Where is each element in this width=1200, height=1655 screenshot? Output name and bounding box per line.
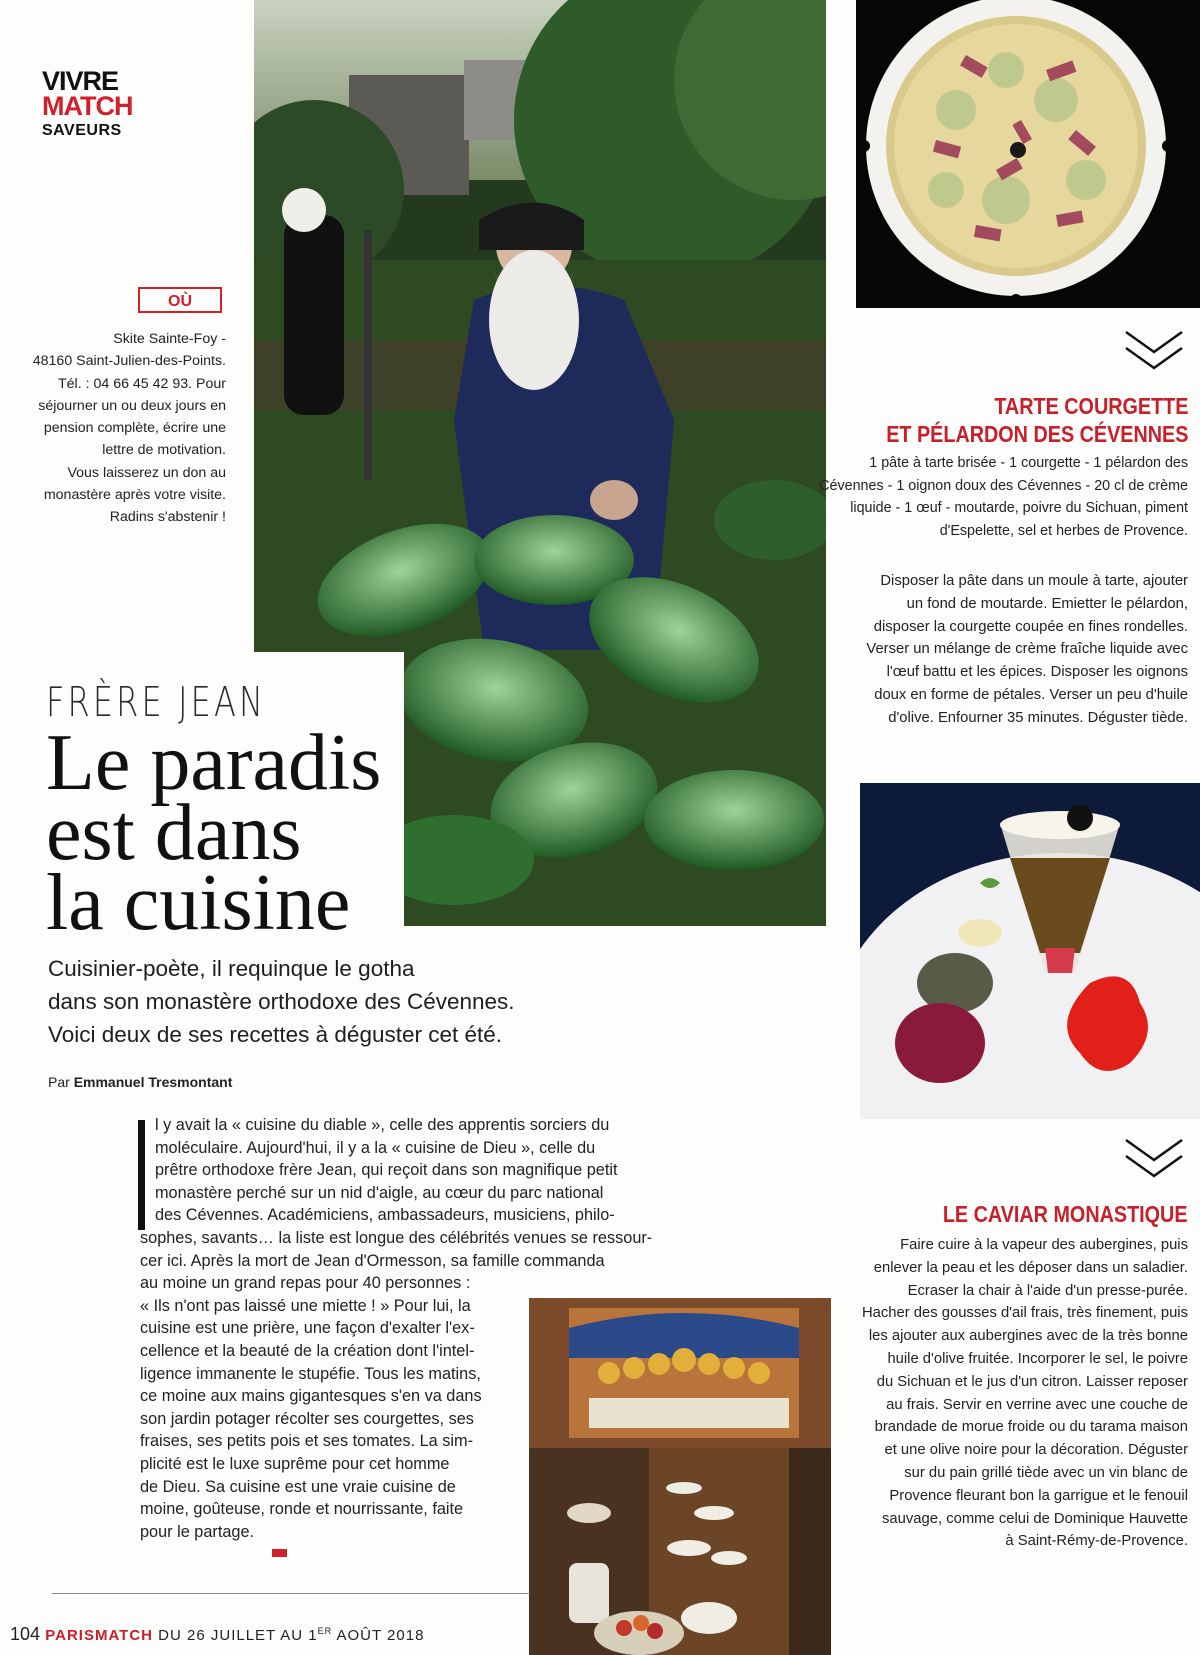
body-line: son jardin potager récolter ses courgettes, ses [140, 1410, 474, 1428]
step-line: un fond de moutarde. Emietter le pélardon, [906, 595, 1188, 612]
step-line: l'œuf battu et les épices. Disposer les oignons [886, 664, 1188, 681]
body-line: de Dieu. Sa cuisine est une vraie cuisine de [140, 1478, 456, 1496]
body-line: l y avait la « cuisine du diable », celle des apprentis sorciers du [155, 1116, 610, 1134]
recipe1-title-line: ET PÉLARDON DES CÉVENNES [885, 421, 1188, 447]
byline [48, 1074, 232, 1090]
body-line: au moine un grand repas pour 40 personnes : [140, 1274, 471, 1292]
step-line: au frais. Servir en verrine avec une couche de [886, 1396, 1188, 1413]
address-line: séjourner un ou deux jours en [38, 397, 226, 414]
body-line: moine, goûteuse, ronde et nourrissante, faite [140, 1500, 464, 1518]
where-address [6, 328, 226, 529]
body-line: plicité est le luxe suprême pour cet homme [140, 1455, 450, 1473]
step-line: les ajouter aux aubergines avec de la très bonne [868, 1328, 1188, 1345]
subtitle-line: Cuisinier-poète, il requinque le gotha [48, 956, 415, 981]
address-line: pension complète, écrire une [43, 420, 226, 437]
body-line: des Cévennes. Académiciens, ambassadeurs, musiciens, philo- [155, 1206, 615, 1224]
step-line: sauvage, comme celui de Dominique Hauvette [882, 1510, 1188, 1527]
address-line: lettre de motivation. [102, 442, 226, 459]
rubric-saveurs: SAVEURS [42, 122, 122, 139]
double-chevron-down-icon [1124, 1136, 1184, 1182]
magazine-brand: PARISMATCH [45, 1627, 153, 1644]
step-line: disposer la courgette coupée en fines rondelles. [873, 618, 1188, 635]
recipe2-title: LE CAVIAR MONASTIQUE [943, 1201, 1188, 1227]
recipe1-ingredients [819, 452, 1188, 542]
rubric-vivre: VIVRE [42, 66, 119, 96]
photo-refectory-table [529, 1298, 831, 1655]
step-line: du Sichuan et le jus d'un citron. Laisser reposer [876, 1373, 1188, 1390]
body-line: monastère perché sur un nid d'aigle, au cœur du parc national [155, 1184, 604, 1202]
body-line: fraises, ses petits pois et ses tomates. La sim- [140, 1432, 473, 1450]
subtitle-line: Voici deux de ses recettes à déguster cet été. [48, 1022, 503, 1047]
body-line: ce moine aux mains gigantesques s'en va dans [140, 1387, 482, 1405]
subtitle-line: dans son monastère orthodoxe des Cévennes. [48, 989, 515, 1014]
body-line: « Ils n'ont pas laissé une miette ! » Pour lui, la [140, 1297, 471, 1315]
body-line: pour le partage. [140, 1523, 255, 1541]
step-line: huile d'olive fruitée. Incorporer le sel, le poivre [887, 1350, 1188, 1367]
body-line: cer ici. Après la mort de Jean d'Ormesson, sa famille commanda [140, 1252, 605, 1270]
ingredient-line: 1 pâte à tarte brisée - 1 courgette - 1 pélardon des [869, 455, 1188, 471]
step-line: et une olive noire pour la décoration. Déguster [884, 1442, 1188, 1459]
footer-rule [52, 1593, 530, 1594]
end-mark-icon [272, 1549, 287, 1557]
photo-tarte-courgette [856, 0, 1200, 308]
address-line: monastère après votre visite. [43, 487, 226, 504]
address-line: Tél. : 04 66 45 42 93. Pour [58, 375, 226, 392]
headline-line: la cuisine [46, 859, 351, 947]
step-line: Provence fleurant bon la garrigue et le fenouil [889, 1487, 1188, 1504]
body-line: ligence immanente le stupéfie. Tous les matins, [140, 1365, 481, 1383]
step-line: enlever la peau et les déposer dans un saladier. [873, 1259, 1188, 1276]
double-chevron-down-icon [1124, 328, 1184, 374]
recipe1-title [886, 392, 1188, 448]
step-line: doux en forme de pétales. Verser un peu d'huile [874, 686, 1188, 703]
ingredient-line: liquide - 1 œuf - moutarde, poivre du Sichuan, piment [850, 500, 1188, 516]
issue-date-sup: ER [317, 1626, 333, 1636]
step-line: d'olive. Enfourner 35 minutes. Déguster tiède. [888, 709, 1188, 726]
body-line: sophes, savants… la liste est longue des célébrités venues se ressour- [140, 1229, 653, 1247]
article-subtitle [48, 952, 515, 1051]
step-line: Verser un mélange de crème fraîche liquide avec [866, 641, 1188, 658]
headline-line: Le paradis [46, 719, 382, 807]
headline-line: est dans [46, 789, 302, 877]
recipe2-steps [862, 1234, 1188, 1553]
step-line: Faire cuire à la vapeur des aubergines, puis [900, 1237, 1188, 1253]
article-kicker: FRÈRE JEAN [46, 678, 267, 726]
step-line: Hacher des gousses d'ail frais, très finement, puis [861, 1305, 1188, 1322]
step-line: sur du pain grillé tiède avec un vin blanc de [904, 1464, 1188, 1481]
address-line: Skite Sainte-Foy - [113, 331, 226, 347]
step-line: brandade de morue froide ou du tarama maison [874, 1419, 1188, 1436]
section-rubric [42, 68, 132, 139]
byline-author: Emmanuel Tresmontant [73, 1074, 233, 1090]
step-line: à Saint-Rémy-de-Provence. [1005, 1533, 1188, 1550]
issue-date-prefix: DU 26 JUILLET AU 1 [158, 1627, 318, 1644]
drop-cap [138, 1120, 145, 1230]
body-line: cellence et la beauté de la création dont l'intel- [140, 1342, 475, 1360]
recipe1-steps [866, 570, 1188, 730]
page-number: 104 [10, 1624, 41, 1644]
body-line: cuisine est une prière, une façon d'exalter l'ex- [140, 1319, 475, 1337]
body-line: moléculaire. Aujourd'hui, il y a la « cuisine de Dieu », celle du [155, 1139, 596, 1157]
photo-caviar-monastique [860, 783, 1200, 1119]
where-label: OÙ [138, 287, 222, 313]
address-line: 48160 Saint-Julien-des-Points. [32, 353, 226, 370]
address-line: Vous laisserez un don au [67, 464, 226, 481]
step-line: Disposer la pâte dans un moule à tarte, ajouter [880, 573, 1188, 589]
byline-prefix: Par [48, 1074, 70, 1090]
rubric-match: MATCH [42, 91, 133, 121]
step-line: Ecraser la chair à l'aide d'un presse-purée. [907, 1282, 1188, 1299]
ingredient-line: d'Espelette, sel et herbes de Provence. [939, 522, 1188, 539]
article-headline [46, 719, 382, 947]
ingredient-line: Cévennes - 1 oignon doux des Cévennes - 20 cl de crème [819, 477, 1188, 494]
issue-date-suffix: AOÛT 2018 [336, 1627, 425, 1644]
body-line: prêtre orthodoxe frère Jean, qui reçoit dans son magnifique petit [155, 1161, 618, 1179]
address-line: Radins s'abstenir ! [109, 509, 226, 526]
page-footer [10, 1624, 424, 1645]
recipe1-title-line: TARTE COURGETTE [993, 393, 1188, 419]
